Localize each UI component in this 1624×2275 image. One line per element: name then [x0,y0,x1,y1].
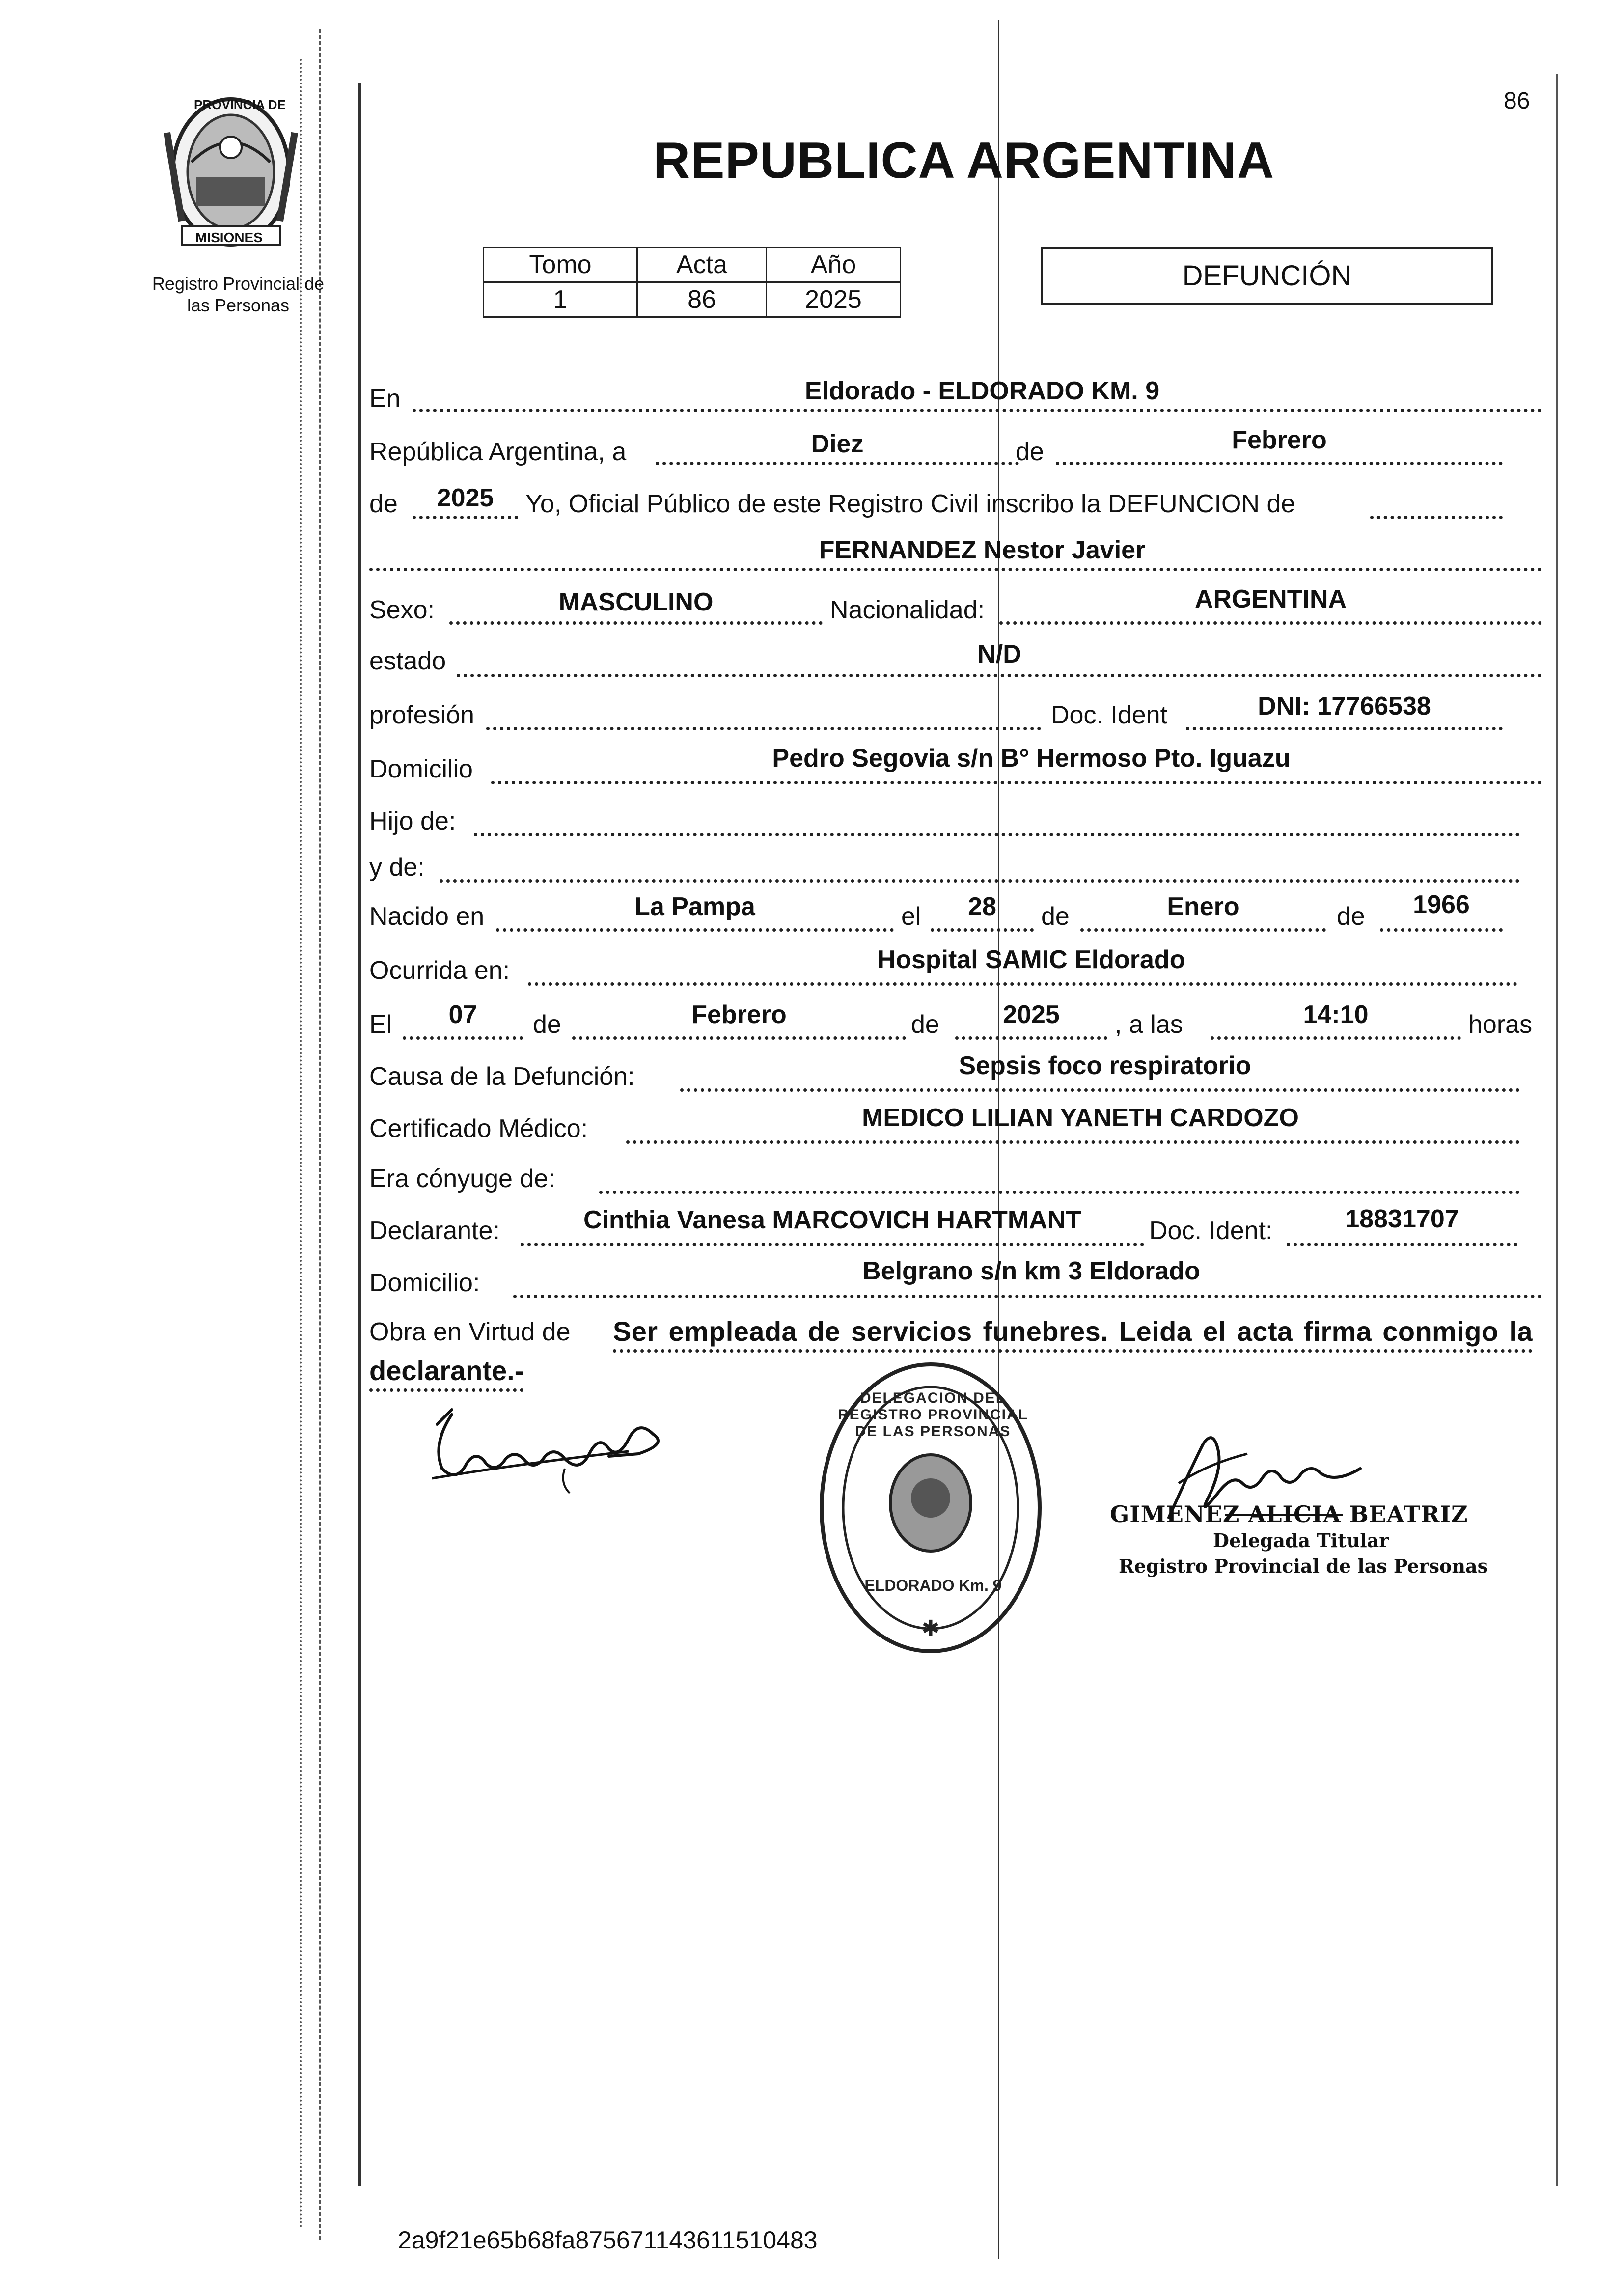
seal-bottom-text: ELDORADO Km. 9 [864,1577,1002,1594]
left-margin-dashed-line-2 [300,59,302,2230]
label-inscribo: Yo, Oficial Público de este Registro Civil inscribo la DEFUNCION de [525,490,1295,518]
value-dia: Diez [811,430,864,458]
declarant-signature [422,1405,678,1498]
dotted-line [1186,727,1503,730]
value-doc: DNI: 17766538 [1258,692,1431,721]
value-hora: 14:10 [1303,1000,1369,1029]
registro-line-1: Registro Provincial de [152,274,325,294]
value-def-anio: 2025 [1003,1000,1060,1029]
dotted-line [486,727,1041,730]
value-def-mes: Febrero [691,1000,787,1029]
label-nacionalidad: Nacionalidad: [830,596,985,624]
label-declarante: Declarante: [369,1217,500,1245]
dotted-line [572,1036,906,1040]
emblem-bottom-text: MISIONES [195,230,263,245]
dotted-line [999,621,1542,625]
label-de-2: de [369,490,398,518]
dotted-line [521,1243,1144,1246]
value-domicilio-declarante: Belgrano s/n km 3 Eldorado [862,1257,1200,1285]
value-ocurrida-en: Hospital SAMIC Eldorado [877,945,1185,974]
value-domicilio: Pedro Segovia s/n B° Hermoso Pto. Iguazu [772,744,1291,773]
document-title: REPUBLICA ARGENTINA [653,132,1275,189]
svg-text:✱: ✱ [921,1616,940,1641]
dotted-line [955,1036,1107,1040]
label-el: el [901,902,921,931]
document-hash: 2a9f21e65b68fa875671143611510483 [398,2226,818,2254]
label-de-6: de [911,1010,939,1039]
label-hijo-de: Hijo de: [369,807,456,835]
tomo-acta-table [483,247,901,318]
dotted-line [1080,928,1326,932]
label-el-cap: El [369,1010,392,1039]
value-def-dia: 07 [448,1000,477,1029]
label-y-de: y de: [369,853,425,882]
label-doc-ident: Doc. Ident [1051,701,1168,729]
anio-header: Año [767,248,901,282]
official-name-strike [1225,1514,1343,1516]
label-en: En [369,385,401,413]
value-sexo: MASCULINO [558,588,714,616]
dotted-line [413,516,518,519]
label-certificado: Certificado Médico: [369,1114,588,1143]
acta-value: 86 [637,282,767,317]
center-fold-line [998,20,999,2259]
value-declarante-doc: 18831707 [1345,1205,1459,1233]
page-number: 86 [1504,88,1530,114]
label-horas: horas [1468,1010,1533,1039]
value-mes: Febrero [1232,426,1327,454]
label-domicilio-2: Domicilio: [369,1269,480,1297]
dotted-line [449,621,823,625]
label-ocurrida-en: Ocurrida en: [369,956,510,985]
value-causa: Sepsis foco respiratorio [959,1052,1251,1080]
form-left-border [358,83,361,2186]
tomo-value: 1 [484,282,637,317]
dotted-line [440,879,1520,883]
value-anio: 2025 [437,484,494,512]
value-nac-anio: 1966 [1413,890,1470,919]
dotted-line [413,409,1542,412]
label-de-5: de [533,1010,561,1039]
label-conyuge: Era cónyuge de: [369,1165,555,1193]
label-republica: República Argentina, a [369,438,627,466]
registro-line-2: las Personas [187,295,290,315]
dotted-line [474,833,1520,836]
anio-value: 2025 [767,282,901,317]
official-office: Registro Provincial de las Personas [1119,1555,1488,1577]
value-nac-mes: Enero [1167,892,1239,921]
label-domicilio: Domicilio [369,755,473,783]
value-certificado: MEDICO LILIAN YANETH CARDOZO [862,1104,1299,1132]
act-type-box: DEFUNCIÓN [1041,247,1493,305]
value-obra-line-2: declarante.- [369,1355,523,1392]
official-name: GIMENEZ ALICIA BEATRIZ [1110,1501,1468,1527]
label-sexo: Sexo: [369,596,435,624]
emblem-top-text: PROVINCIA DE [194,97,286,112]
label-profesion: profesión [369,701,474,729]
dotted-line [626,1140,1520,1144]
tomo-header: Tomo [484,248,637,282]
dotted-line [513,1295,1542,1298]
value-nacido-en: La Pampa [634,892,755,921]
value-nac-dia: 28 [968,892,996,921]
label-causa: Causa de la Defunción: [369,1062,635,1091]
dotted-line [1211,1036,1461,1040]
seal-text: DELEGACION DEL REGISTRO PROVINCIAL DE LAS PERSONAS [837,1390,1029,1440]
label-doc-ident-2: Doc. Ident: [1149,1217,1273,1245]
dotted-line [496,928,894,932]
dotted-line [457,674,1542,677]
dotted-line [599,1191,1520,1194]
label-a-las: , a las [1115,1010,1183,1039]
dotted-line [403,1036,523,1040]
value-estado: N/D [977,640,1021,668]
value-obra-line-1: Ser empleada de servicios funebres. Leida el acta firma conmigo la [613,1315,1533,1353]
dotted-line [656,462,1019,465]
value-lugar: Eldorado - ELDORADO KM. 9 [804,377,1160,405]
dotted-line [1287,1243,1517,1246]
dotted-line [1056,462,1503,465]
dotted-line [1370,516,1503,519]
acta-header: Acta [637,248,767,282]
label-estado: estado [369,647,446,675]
label-de-3: de [1041,902,1070,931]
label-de-4: de [1337,902,1365,931]
form-right-border [1556,74,1558,2186]
value-nacionalidad: ARGENTINA [1194,585,1347,613]
value-nombre: FERNANDEZ Nestor Javier [819,536,1146,564]
label-de-1: de [1016,438,1044,466]
dotted-line [931,928,1034,932]
dotted-line [491,781,1542,784]
dotted-line [1380,928,1503,932]
label-obra: Obra en Virtud de [369,1318,571,1346]
label-nacido-en: Nacido en [369,902,485,931]
dotted-line [528,982,1517,986]
dotted-line [369,568,1542,571]
value-declarante: Cinthia Vanesa MARCOVICH HARTMANT [583,1206,1082,1234]
official-role: Delegada Titular [1213,1529,1389,1552]
dotted-line [680,1088,1520,1092]
left-margin-dashed-line [319,29,321,2240]
